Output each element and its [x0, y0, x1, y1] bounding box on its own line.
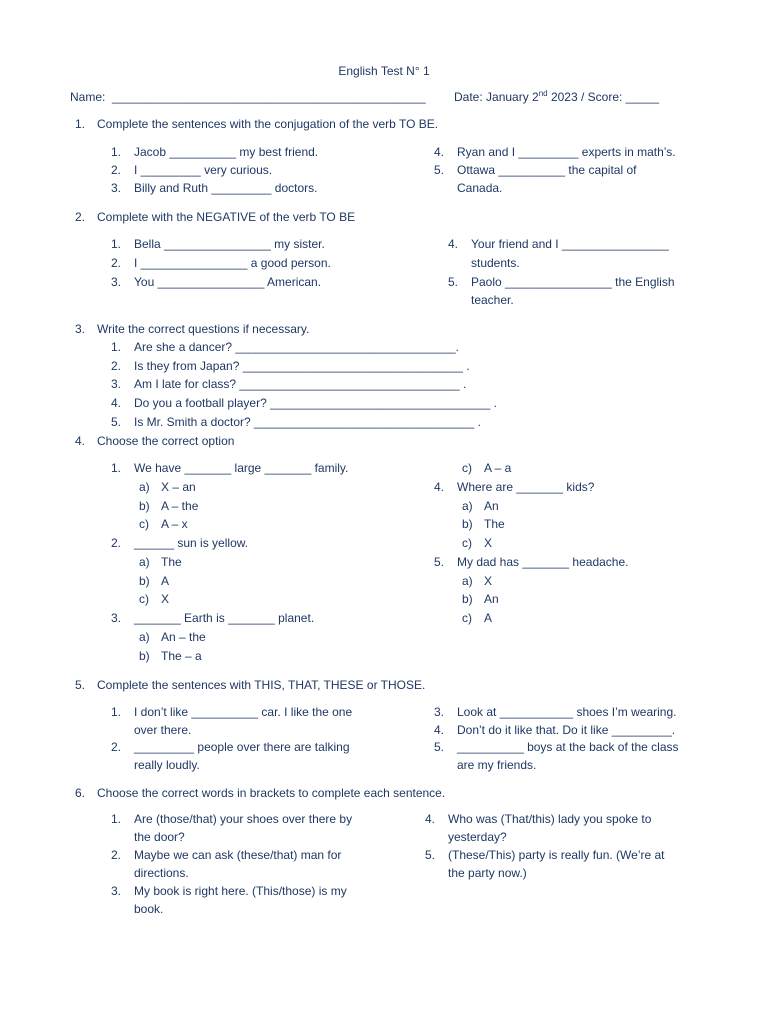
item-number: 1. [111, 237, 122, 251]
question-number: 1. [111, 461, 122, 475]
section-heading: Choose the correct option [97, 434, 235, 448]
option-text: An – the [161, 630, 206, 644]
item-text: Billy and Ruth _________ doctors. [134, 181, 318, 195]
score-label: 2023 / Score: _____ [547, 90, 660, 104]
option-letter: b) [139, 649, 150, 663]
option-text: A [484, 611, 493, 625]
question-number: 3. [111, 611, 122, 625]
section-number: 6. [75, 786, 86, 800]
item-number: 1. [111, 145, 122, 159]
item-text: You ________________ American. [134, 275, 322, 289]
item-text: Are she a dancer? _________________________________. [134, 340, 459, 354]
option-letter: b) [462, 517, 473, 531]
option-letter: c) [139, 517, 149, 531]
option-text: An [484, 499, 499, 513]
item-text-continued: students. [471, 256, 520, 270]
item-text: Your friend and I ________________ [471, 237, 669, 251]
option-letter: a) [139, 555, 150, 569]
item-text: Maybe we can ask (these/that) man for [134, 848, 342, 862]
option-letter: c) [462, 536, 472, 550]
question-number: 5. [434, 555, 445, 569]
option-text: X [484, 574, 493, 588]
option-letter: b) [139, 574, 150, 588]
item-text-continued: are my friends. [457, 758, 537, 772]
option-text: The [484, 517, 505, 531]
option-text: A – x [161, 517, 188, 531]
section-heading: Choose the correct words in brackets to complete each sentence. [97, 786, 446, 800]
item-number: 1. [111, 705, 122, 719]
item-number: 5. [448, 275, 459, 289]
option-text: A – the [161, 499, 199, 513]
item-text: Is they from Japan? _________________________________ . [134, 359, 470, 373]
item-text: Don’t do it like that. Do it like _________. [457, 723, 676, 737]
item-text: Ottawa __________ the capital of [457, 163, 637, 177]
item-text: Paolo ________________ the English [471, 275, 675, 289]
question-text: My dad has _______ headache. [457, 555, 629, 569]
item-text: Look at ___________ shoes I’m wearing. [457, 705, 677, 719]
section-number: 5. [75, 678, 86, 692]
item-text-continued: directions. [134, 866, 189, 880]
question-text: ______ sun is yellow. [134, 536, 249, 550]
option-letter: c) [139, 592, 149, 606]
item-number: 2. [111, 256, 122, 270]
item-text-continued: Canada. [457, 181, 503, 195]
item-number: 1. [111, 812, 122, 826]
item-text: (These/This) party is really fun. (We’re at [448, 848, 665, 862]
question-text: Where are _______ kids? [457, 480, 595, 494]
item-text: __________ boys at the back of the class [457, 740, 679, 754]
item-text-continued: the party now.) [448, 866, 527, 880]
section-number: 1. [75, 117, 86, 131]
option-text: The – a [161, 649, 202, 663]
item-text: Are (those/that) your shoes over there by [134, 812, 353, 826]
item-number: 4. [448, 237, 459, 251]
section-heading: Write the correct questions if necessary. [97, 322, 310, 336]
option-text: X [161, 592, 170, 606]
item-number: 4. [434, 145, 445, 159]
option-letter: a) [462, 499, 473, 513]
option-letter: b) [139, 499, 150, 513]
item-text: Is Mr. Smith a doctor? _________________________________ . [134, 415, 481, 429]
option-letter: a) [139, 630, 150, 644]
item-number: 3. [111, 275, 122, 289]
option-text: A – a [484, 461, 512, 475]
item-number: 2. [111, 848, 122, 862]
item-number: 5. [434, 740, 445, 754]
name-blank: _______________________________________________ [112, 90, 426, 104]
item-number: 3. [434, 705, 445, 719]
question-number: 4. [434, 480, 445, 494]
section-number: 4. [75, 434, 86, 448]
item-number: 2. [111, 359, 122, 373]
item-number: 2. [111, 163, 122, 177]
section-heading: Complete the sentences with the conjugation of the verb TO BE. [97, 117, 439, 131]
item-number: 3. [111, 377, 122, 391]
date-label: Date: January 2 [454, 90, 539, 104]
item-text: Jacob __________ my best friend. [134, 145, 319, 159]
item-text: My book is right here. (This/those) is my [134, 884, 347, 898]
item-text-continued: over there. [134, 723, 192, 737]
option-letter: c) [462, 461, 472, 475]
section-heading: Complete the sentences with THIS, THAT, THESE or THOSE. [97, 678, 426, 692]
item-text: _________ people over there are talking [134, 740, 350, 754]
date-score-line [454, 88, 659, 106]
item-text-continued: book. [134, 902, 164, 916]
option-letter: a) [139, 480, 150, 494]
question-text: _______ Earth is _______ planet. [134, 611, 315, 625]
item-text-continued: really loudly. [134, 758, 200, 772]
item-number: 1. [111, 340, 122, 354]
option-text: X [484, 536, 493, 550]
option-letter: a) [462, 574, 473, 588]
option-text: X – an [161, 480, 196, 494]
question-number: 2. [111, 536, 122, 550]
name-label: Name: [70, 90, 106, 104]
item-text-continued: yesterday? [448, 830, 507, 844]
item-text: I ________________ a good person. [134, 256, 331, 270]
item-number: 5. [434, 163, 445, 177]
item-text: I _________ very curious. [134, 163, 273, 177]
page-title: English Test N° 1 [338, 64, 430, 78]
item-text: I don’t like __________ car. I like the one [134, 705, 353, 719]
item-number: 3. [111, 181, 122, 195]
option-text: The [161, 555, 182, 569]
date-superscript: nd [538, 89, 548, 98]
option-text: A [161, 574, 170, 588]
item-text: Am I late for class? _________________________________ . [134, 377, 467, 391]
item-text: Who was (That/this) lady you spoke to [448, 812, 652, 826]
item-number: 5. [425, 848, 436, 862]
option-text: An [484, 592, 499, 606]
item-text: Ryan and I _________ experts in math’s. [457, 145, 676, 159]
item-number: 4. [434, 723, 445, 737]
item-text-continued: the door? [134, 830, 185, 844]
section-number: 3. [75, 322, 86, 336]
item-number: 5. [111, 415, 122, 429]
option-letter: c) [462, 611, 472, 625]
item-number: 4. [111, 396, 122, 410]
section-number: 2. [75, 210, 86, 224]
item-number: 3. [111, 884, 122, 898]
item-number: 2. [111, 740, 122, 754]
question-text: We have _______ large _______ family. [134, 461, 349, 475]
item-number: 4. [425, 812, 436, 826]
item-text-continued: teacher. [471, 293, 514, 307]
option-letter: b) [462, 592, 473, 606]
item-text: Bella ________________ my sister. [134, 237, 325, 251]
section-heading: Complete with the NEGATIVE of the verb TO BE [97, 210, 356, 224]
item-text: Do you a football player? _________________________________ . [134, 396, 497, 410]
